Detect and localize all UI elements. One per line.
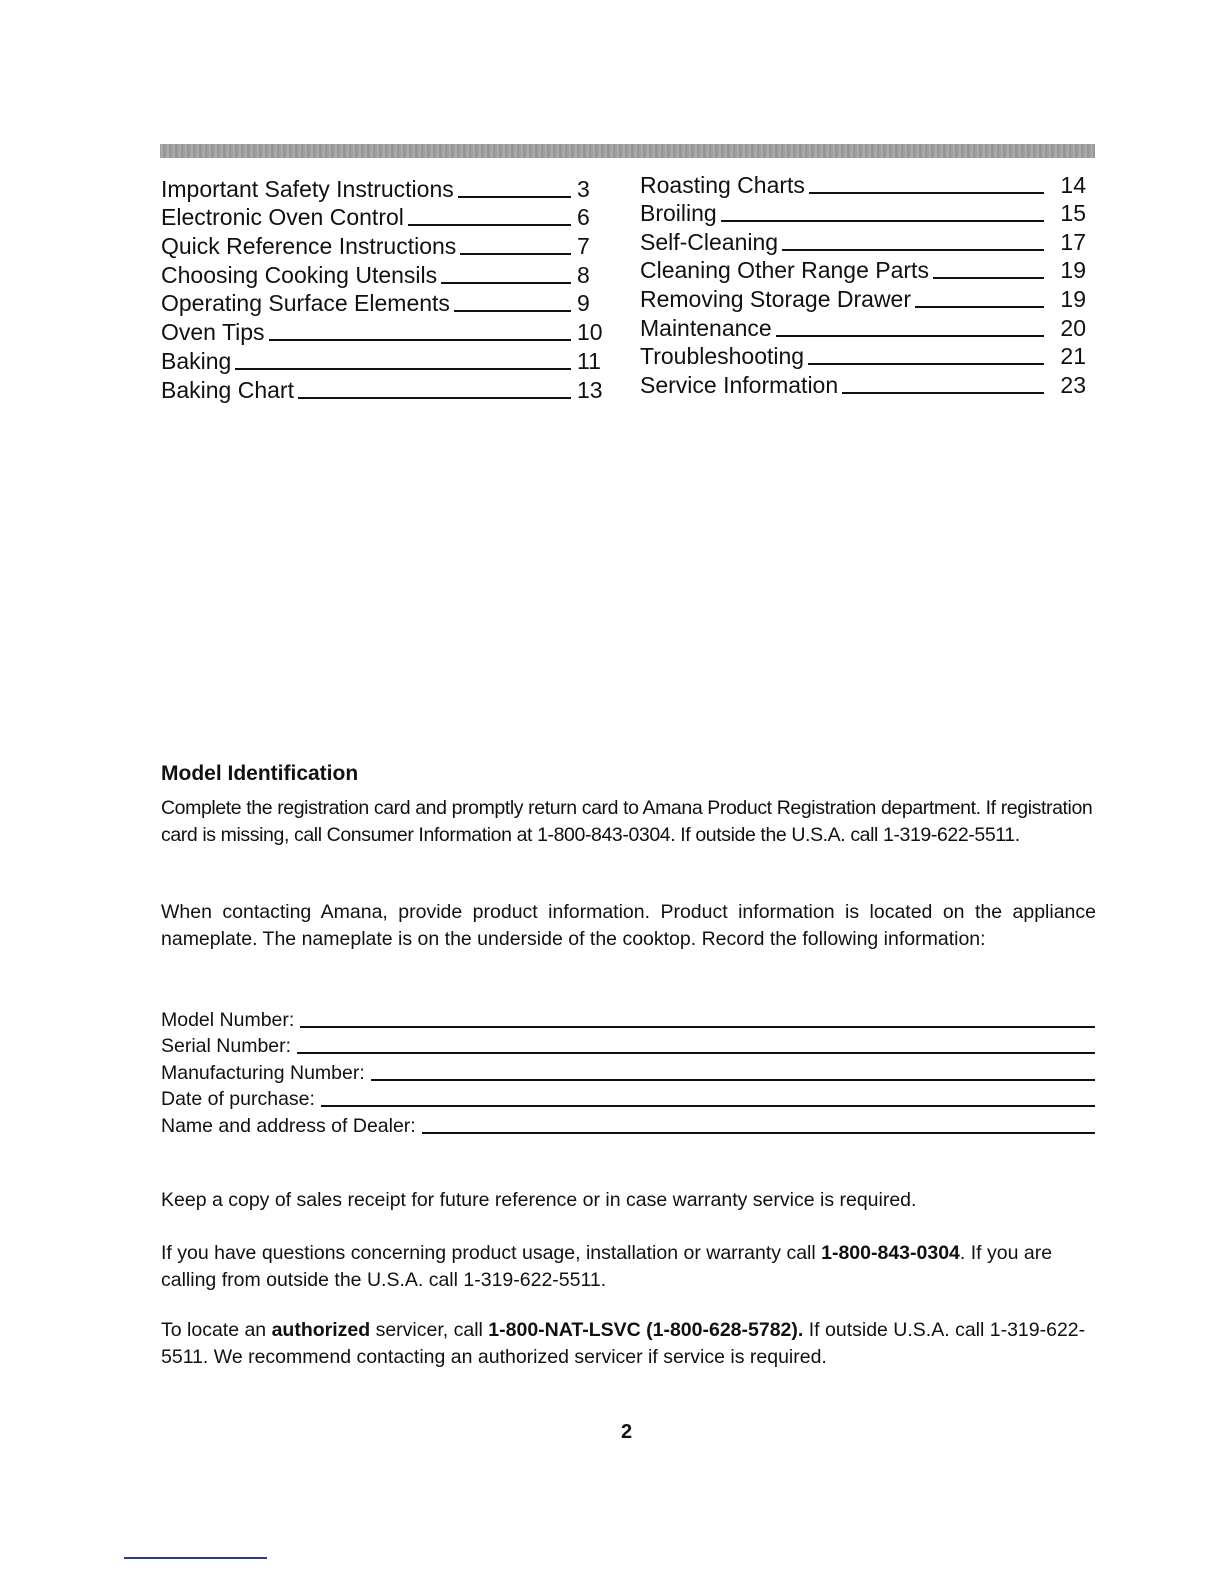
toc-left-column <box>161 174 607 404</box>
record-fields <box>161 1005 1095 1138</box>
toc-entry[interactable] <box>161 231 607 260</box>
toc-label: Cleaning Other Range Parts <box>640 257 929 284</box>
toc-label: Service Information <box>640 371 839 398</box>
toc-page: 14 <box>1060 171 1086 198</box>
field-line <box>371 1078 1095 1081</box>
toc-page: 11 <box>577 347 601 374</box>
toc-entry[interactable] <box>640 313 1086 342</box>
toc-label: Operating Surface Elements <box>161 290 450 317</box>
field-line <box>422 1131 1095 1134</box>
toc-leader <box>809 191 1044 194</box>
toc-right-column <box>640 170 1086 399</box>
toc-page: 21 <box>1060 343 1086 370</box>
product-info-paragraph: When contacting Amana, provide product information. Product information is located on the appliance nameplate. The nameplate is on the underside of the cooktop. Record the following information: <box>161 901 1096 950</box>
toc-page: 6 <box>577 204 590 231</box>
toc-leader <box>441 281 571 284</box>
page-number: 2 <box>620 1421 633 1443</box>
toc-leader <box>721 219 1044 222</box>
field-line <box>321 1104 1095 1107</box>
toc-entry[interactable] <box>640 284 1086 313</box>
toc-entry[interactable] <box>161 289 607 318</box>
model-number-field[interactable] <box>161 1005 1095 1032</box>
toc-label: Troubleshooting <box>640 343 805 370</box>
field-label: Serial Number: <box>161 1035 292 1057</box>
toc-leader <box>915 305 1044 308</box>
servicer-phone: 1-800-NAT-LSVC (1-800-628-5782). <box>488 1319 804 1341</box>
toc-page: 8 <box>577 261 590 288</box>
toc-label: Electronic Oven Control <box>161 204 404 231</box>
authorized-word: authorized <box>271 1319 371 1341</box>
toc-page: 17 <box>1060 228 1086 255</box>
toc-label: Important Safety Instructions <box>161 175 454 202</box>
toc-label: Roasting Charts <box>640 171 805 198</box>
toc-page: 13 <box>577 376 603 403</box>
toc-entry[interactable] <box>161 375 607 404</box>
servicer-paragraph <box>161 1317 1096 1370</box>
toc-page: 3 <box>577 175 590 202</box>
toc-entry[interactable] <box>640 170 1086 199</box>
toc-entry[interactable] <box>640 342 1086 371</box>
field-line <box>300 1025 1095 1028</box>
toc-leader <box>782 248 1044 251</box>
toc-page: 19 <box>1060 257 1086 284</box>
toc-label: Baking Chart <box>161 376 294 403</box>
toc-page: 10 <box>577 319 603 346</box>
field-label: Manufacturing Number: <box>161 1061 365 1084</box>
toc-page: 9 <box>577 290 590 317</box>
questions-text-end: . If you are calling from outside the U.S.A. call 1-319-622-5511. <box>161 1242 1053 1291</box>
model-identification-heading: Model Identification <box>161 762 359 785</box>
servicer-text-mid: servicer, call <box>370 1319 489 1341</box>
field-label: Name and address of Dealer: <box>161 1114 416 1137</box>
toc-leader <box>269 338 571 341</box>
servicer-text: To locate an <box>161 1319 272 1341</box>
toc-leader <box>460 252 571 255</box>
toc-label: Quick Reference Instructions <box>161 233 457 260</box>
toc-leader <box>842 391 1044 394</box>
serial-number-field[interactable] <box>161 1032 1095 1059</box>
toc-leader <box>408 223 571 226</box>
consumer-phone: 1-800-843-0304 <box>821 1242 960 1264</box>
registration-paragraph: Complete the registration card and promptly return card to Amana Product Registration department. If registration card is missing, call Consumer Information at 1-800-843-0304. If outside the U.S.A. call 1-319-622-5511. <box>161 797 1093 846</box>
toc-page: 15 <box>1060 200 1086 227</box>
toc-label: Removing Storage Drawer <box>640 285 912 312</box>
toc-page: 19 <box>1060 285 1086 312</box>
toc-leader <box>458 195 571 198</box>
toc-page: 23 <box>1060 371 1086 398</box>
date-of-purchase-field[interactable] <box>161 1085 1095 1112</box>
toc-entry[interactable] <box>161 174 607 203</box>
toc-label: Oven Tips <box>161 319 265 346</box>
header-bar <box>160 144 1095 158</box>
toc-entry[interactable] <box>161 260 607 289</box>
field-label: Date of purchase: <box>161 1088 315 1110</box>
toc-label: Self-Cleaning <box>640 228 779 255</box>
toc-leader <box>808 362 1044 365</box>
toc-entry[interactable] <box>640 199 1086 228</box>
toc-leader <box>298 396 571 399</box>
toc-label: Broiling <box>640 200 717 227</box>
toc-entry[interactable] <box>161 346 607 375</box>
questions-paragraph <box>161 1240 1096 1293</box>
toc-entry[interactable] <box>640 256 1086 285</box>
toc-label: Baking <box>161 347 232 374</box>
manufacturing-number-field[interactable] <box>161 1058 1095 1085</box>
toc-page: 20 <box>1060 314 1086 341</box>
toc-entry[interactable] <box>161 317 607 346</box>
toc-entry[interactable] <box>161 203 607 232</box>
toc-leader <box>776 334 1044 337</box>
field-line <box>297 1051 1095 1054</box>
toc-label: Maintenance <box>640 314 772 341</box>
footer-rule <box>124 1557 267 1559</box>
toc-page: 7 <box>577 233 590 260</box>
toc-label: Choosing Cooking Utensils <box>161 261 438 288</box>
toc-leader <box>933 276 1044 279</box>
toc-leader <box>235 367 571 370</box>
toc-entry[interactable] <box>640 227 1086 256</box>
questions-text: If you have questions concerning product usage, installation or warranty call <box>161 1242 822 1264</box>
servicer-text-end: If outside U.S.A. call 1-319-622-5511. We recommend contacting an authorized servicer if service is required. <box>161 1319 1086 1368</box>
toc-entry[interactable] <box>640 370 1086 399</box>
receipt-paragraph: Keep a copy of sales receipt for future reference or in case warranty service is required. <box>161 1189 917 1211</box>
field-label: Model Number: <box>161 1008 295 1031</box>
toc-leader <box>454 309 571 312</box>
dealer-field[interactable] <box>161 1111 1095 1138</box>
